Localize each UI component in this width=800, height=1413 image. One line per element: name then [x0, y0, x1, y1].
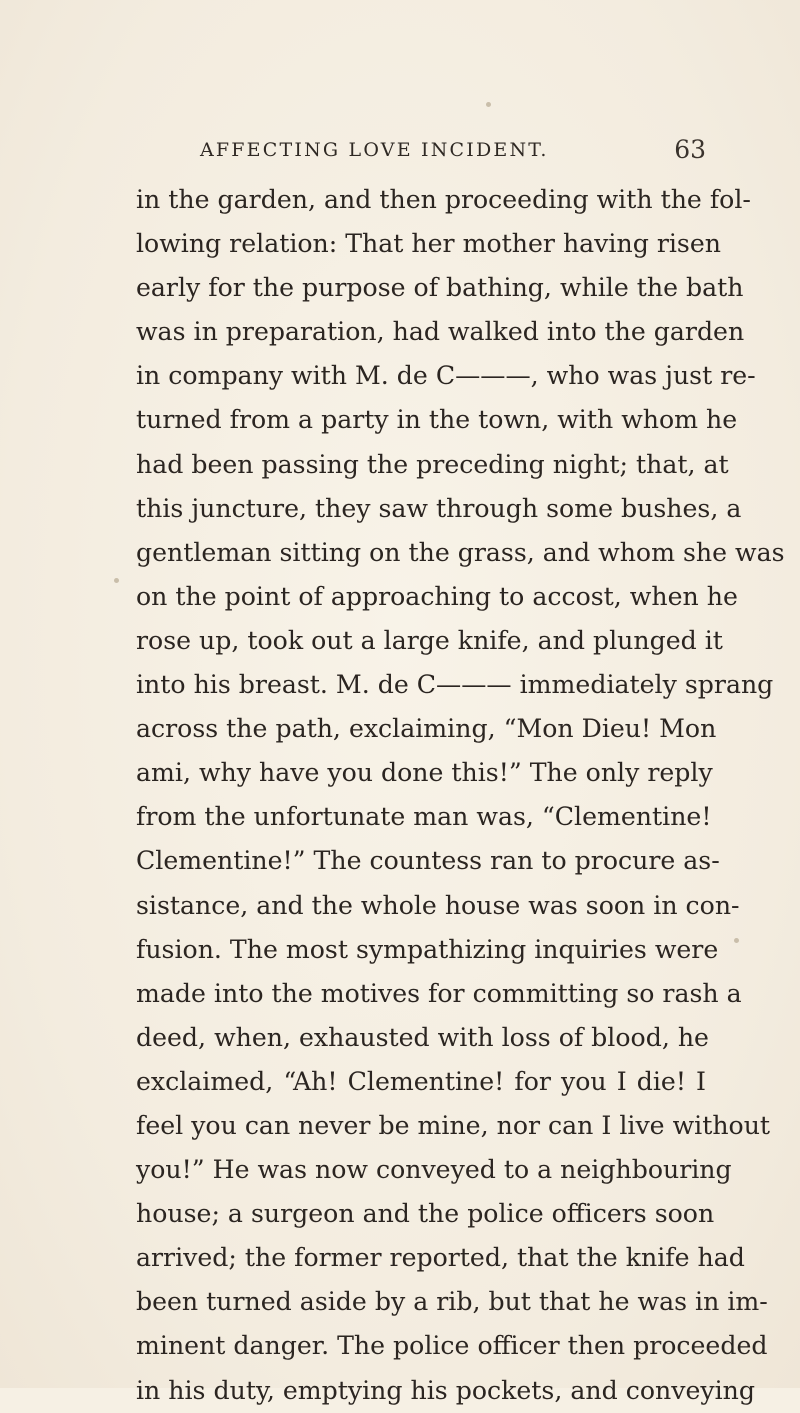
paper-speck: [114, 578, 119, 583]
text-line: exclaimed, “Ah! Clementine! for you I die! I: [136, 1066, 706, 1096]
text-line: in company with M. de C———, who was just re-: [136, 361, 756, 391]
text-line: had been passing the preceding night; that, at: [136, 449, 729, 479]
text-line: been turned aside by a rib, but that he was in im-: [136, 1287, 768, 1317]
text-line: ami, why have you done this!” The only reply: [136, 758, 713, 788]
text-line: turned from a party in the town, with whom he: [136, 405, 738, 435]
paper-speck: [734, 938, 739, 943]
text-line: sistance, and the whole house was soon in con-: [136, 890, 740, 920]
text-line: gentleman sitting on the grass, and whom she was: [136, 537, 785, 567]
running-title: AFFECTING LOVE INCIDENT.: [200, 139, 549, 161]
text-line: Clementine!” The countess ran to procure as-: [136, 846, 720, 876]
text-line: house; a surgeon and the police officers soon: [136, 1199, 715, 1229]
body-paragraph: [136, 178, 785, 1413]
text-line: across the path, exclaiming, “Mon Dieu! Mon: [136, 714, 717, 744]
text-line: rose up, took out a large knife, and plunged it: [136, 625, 723, 655]
text-line: on the point of approaching to accost, when he: [136, 581, 738, 611]
text-line: minent danger. The police officer then proceeded: [136, 1331, 768, 1361]
text-line: made into the motives for committing so rash a: [136, 978, 742, 1008]
text-line: this juncture, they saw through some bushes, a: [136, 493, 742, 523]
text-line: was in preparation, had walked into the garden: [136, 317, 745, 347]
text-line: deed, when, exhausted with loss of blood, he: [136, 1022, 709, 1052]
text-line: you!” He was now conveyed to a neighbouring: [136, 1155, 732, 1185]
text-line: early for the purpose of bathing, while the bath: [136, 273, 744, 303]
page-number: 63: [674, 135, 706, 164]
text-line: in the garden, and then proceeding with the fol-: [136, 185, 751, 214]
text-line: feel you can never be mine, nor can I live without: [136, 1110, 771, 1140]
running-header: [136, 135, 706, 175]
text-line: arrived; the former reported, that the knife had: [136, 1243, 745, 1273]
text-line: fusion. The most sympathizing inquiries were: [136, 934, 719, 964]
text-line: into his breast. M. de C——— immediately sprang: [136, 670, 774, 700]
paper-speck: [486, 102, 491, 107]
text-line: in his duty, emptying his pockets, and conveying: [136, 1375, 755, 1405]
text-line: lowing relation: That her mother having risen: [136, 229, 721, 259]
text-line: from the unfortunate man was, “Clementine!: [136, 802, 712, 832]
